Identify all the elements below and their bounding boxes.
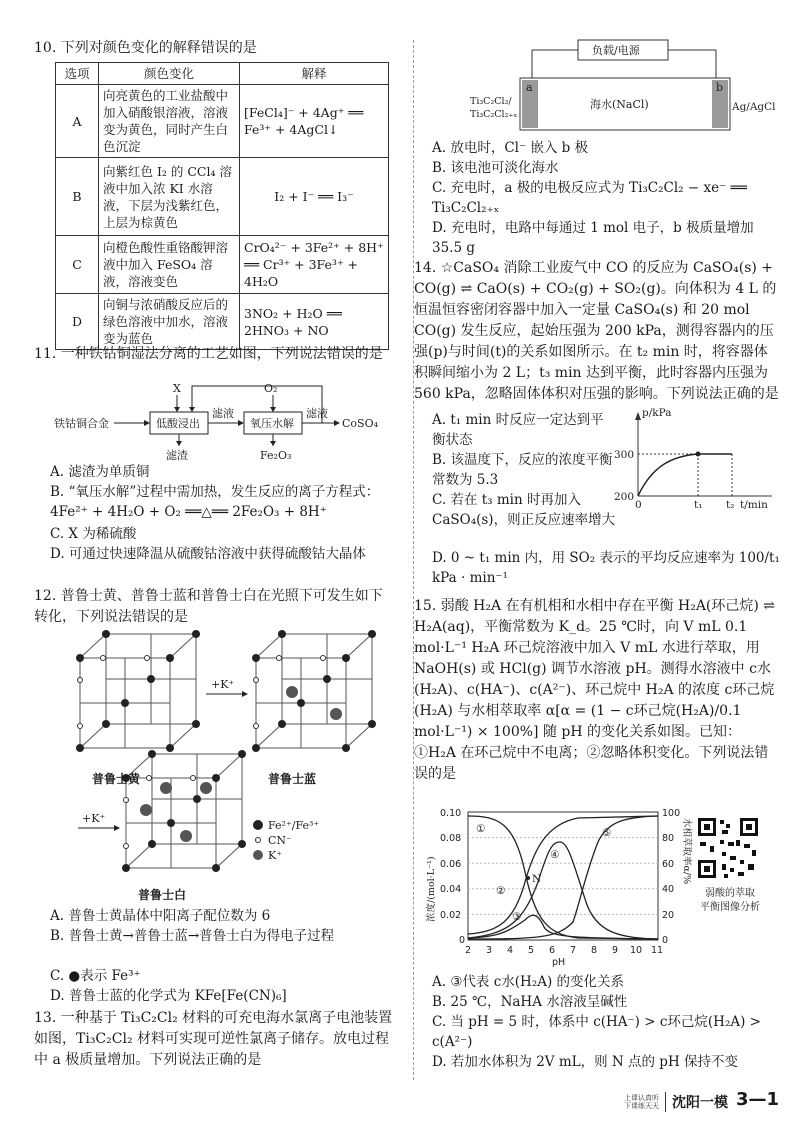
curve-1 xyxy=(468,816,658,939)
q10-row-c-opt: C xyxy=(56,236,99,294)
q15-ytick-4: 0.02 xyxy=(440,910,462,921)
q10-row-d-change: 向铜与浓硝酸反应后的绿色溶液中加水，溶液变为蓝色 xyxy=(99,294,240,350)
device-a-label: a xyxy=(526,81,533,94)
q15-y2label: 水相萃取率α/% xyxy=(681,818,692,885)
curve-label-4: ④ xyxy=(550,849,560,861)
q14-xtick-t1: t₁ xyxy=(694,499,703,511)
q12-legend-cn: CN⁻ xyxy=(268,834,292,847)
q11-option-c: C. X 为稀硫酸 xyxy=(50,526,137,542)
q12-label-blue: 普鲁士蓝 xyxy=(268,772,317,786)
curve-2 xyxy=(468,816,658,939)
q14-ytick-200: 200 xyxy=(614,491,635,503)
q10-row-a-explain: [FeCl₄]⁻ + 4Ag⁺ ══ Fe³⁺ + 4AgCl↓ xyxy=(240,85,389,158)
q13-option-a: A. 放电时，Cl⁻ 嵌入 b 极 xyxy=(432,140,589,156)
flow-end: CoSO₄ xyxy=(342,417,379,430)
flow-box1-label: 低酸浸出 xyxy=(156,417,200,430)
q12-arrow2: +K⁺ xyxy=(82,812,106,825)
qr-code-icon[interactable] xyxy=(696,816,760,880)
q13-option-d: D. 充电时，电路中每通过 1 mol 电子，b 极质量增加 35.5 g xyxy=(432,220,754,256)
q14-ylabel: p/kPa xyxy=(642,407,672,419)
q15-ylabel: 浓度/(mol·L⁻¹) xyxy=(426,856,437,922)
footer-separator xyxy=(665,1092,666,1112)
q10-table xyxy=(55,62,389,350)
qr-caption-2: 平衡图像分析 xyxy=(700,902,760,913)
footer-brand-line1: 上课认真听 xyxy=(624,1094,659,1102)
flow-filtrate1: 滤液 xyxy=(212,407,234,420)
flow-residue: 滤渣 xyxy=(166,449,188,462)
q15-xtick-3: 3 xyxy=(486,945,493,956)
q15-y2tick-0: 100 xyxy=(662,808,681,819)
q12-arrow1: +K⁺ xyxy=(211,678,235,691)
footer-brand-line2: 下课练天天 xyxy=(624,1102,659,1110)
q15-ph-chart xyxy=(428,802,690,974)
q14-xlabel: t/min xyxy=(740,499,768,511)
curve-label-N: N xyxy=(532,873,542,885)
q15-xlabel: pH xyxy=(552,957,566,968)
q10-header-opt: 选项 xyxy=(56,63,99,85)
q12-stem: 12. 普鲁士黄、普鲁士蓝和普鲁士白在光照下可发生如下转化，下列说法错误的是 xyxy=(34,588,383,625)
flow-box2-label: 氧压水解 xyxy=(250,417,294,430)
q14-xtick-t2: t₂ xyxy=(726,499,735,511)
q12-option-c: C. ●表示 Fe³⁺ xyxy=(50,968,141,984)
q14-option-c: C. 若在 t₃ min 时再加入 CaSO₄(s)，则正反应速率增大 xyxy=(432,492,616,528)
q15-ytick-1: 0.08 xyxy=(440,833,462,844)
point-N xyxy=(526,876,530,880)
q15-xtick-5: 5 xyxy=(528,945,535,956)
q14-ytick-300: 300 xyxy=(614,449,635,461)
q14-stem: 14. ☆CaSO₄ 消除工业废气中 CO 的反应为 CaSO₄(s) + CO(g) ⇌ CaO(s) + CO₂(g) + SO₂(g)。向体积为 4 L 的恒温恒容密闭容器中加入一定量 CaSO₄(s) 和 20 mol CO(g) 发生反应，起始压强为 200 kPa，测得容器内的压强(p)与时间(t)的关系如图所示。在 t₂ min 时，将容器体积瞬间缩小为 2 L；t₃ min 达到平衡，此时容器内压强为 560 kPa，忽略固体体积对压强的影响。下列说法正确的是 xyxy=(414,260,779,402)
q14-pressure-line xyxy=(638,454,732,496)
q15-option-c: C. 当 pH = 5 时，体系中 c(HA⁻) > c环己烷(H₂A) > c(A²⁻) xyxy=(432,1014,761,1050)
q15-option-d: D. 若加水体积为 2V mL，则 N 点的 pH 保持不变 xyxy=(432,1054,739,1070)
q15-ytick-2: 0.06 xyxy=(440,859,462,870)
flow-o2: O₂ xyxy=(264,382,278,395)
q15-y2tick-1: 80 xyxy=(662,833,675,844)
device-left2: Ti₃C₂Cl₂₊ₓ xyxy=(470,109,518,120)
q15-y2tick-3: 40 xyxy=(662,884,675,895)
q11-flow-diagram xyxy=(54,384,394,464)
q10-row-a-opt: A xyxy=(56,85,99,158)
q13-battery-diagram xyxy=(470,38,776,138)
q10-row-a-change: 向亮黄色的工业盐酸中加入硝酸银溶液，溶液变为黄色，同时产生白色沉淀 xyxy=(99,85,240,158)
column-divider xyxy=(413,40,414,1080)
q12-crystal-diagrams xyxy=(66,628,386,898)
device-left1: Ti₃C₂Cl₂/ xyxy=(470,96,512,107)
q15-xtick-8: 8 xyxy=(591,945,598,956)
q10-row-d-explain: 3NO₂ + H₂O ══ 2HNO₃ + NO xyxy=(240,294,389,350)
flow-x: X xyxy=(173,382,181,395)
curve-label-1: ① xyxy=(476,823,486,835)
q11-option-b: B. “氧压水解”过程中需加热，发生反应的离子方程式：4Fe²⁺ + 4H₂O + O₂ ══△══ 2Fe₂O₃ + 8H⁺ xyxy=(50,484,380,520)
q15-y2tick-2: 60 xyxy=(662,859,675,870)
qr-caption-1: 弱酸的萃取 xyxy=(705,888,755,899)
q13-option-c: C. 充电时，a 极的电极反应式为 Ti₃C₂Cl₂ − xe⁻ ══ Ti₃C₂Cl₂₊ₓ xyxy=(432,180,747,216)
flow-fe2o3: Fe₂O₃ xyxy=(260,449,292,462)
flow-filtrate2: 滤液 xyxy=(306,407,328,420)
q15-xtick-2: 2 xyxy=(465,945,472,956)
footer-title: 沈阳一模 xyxy=(672,1095,728,1111)
q13-option-b: B. 该电池可淡化海水 xyxy=(432,160,559,176)
curve-label-2: ② xyxy=(496,885,506,897)
q11-stem: 11. 一种铁钴铜湿法分离的工艺如图，下列说法错误的是 xyxy=(34,346,383,362)
device-top-label: 负载/电源 xyxy=(592,44,640,57)
q14-option-b: B. 该温度下，反应的浓度平衡常数为 5.3 xyxy=(432,452,613,488)
q12-label-yellow: 普鲁士黄 xyxy=(92,772,141,786)
q10-row-b-explain: I₂ + I⁻ ══ I₃⁻ xyxy=(240,158,389,236)
q15-xtick-10: 10 xyxy=(630,945,643,956)
device-b-label: b xyxy=(716,81,724,94)
q15-xtick-6: 6 xyxy=(549,945,556,956)
q12-option-b: B. 普鲁士黄→普鲁士蓝→普鲁士白为得电子过程 xyxy=(50,928,335,944)
curve-label-5: ⑤ xyxy=(602,827,612,839)
q14-xtick-0: 0 xyxy=(635,499,642,511)
q14-option-a: A. t₁ min 时反应一定达到平衡状态 xyxy=(432,412,604,448)
q10-row-d-opt: D xyxy=(56,294,99,350)
curve-label-3: ③ xyxy=(512,911,522,923)
q14-t1-point xyxy=(696,452,701,457)
q10-header-change: 颜色变化 xyxy=(99,63,240,85)
q14-option-d: D. 0 ~ t₁ min 内，用 SO₂ 表示的平均反应速率为 100/t₁ kPa · min⁻¹ xyxy=(432,550,780,586)
q11-option-d: D. 可通过快速降温从硫酸钴溶液中获得硫酸钴大晶体 xyxy=(50,546,366,562)
q15-xtick-4: 4 xyxy=(507,945,514,956)
q12-legend-k: K⁺ xyxy=(268,849,283,862)
q12-label-white: 普鲁士白 xyxy=(138,888,187,902)
q10-row-b-opt: B xyxy=(56,158,99,236)
curve-5 xyxy=(468,816,658,934)
q10-row-c-change: 向橙色酸性重铬酸钾溶液中加入 FeSO₄ 溶液，溶液变色 xyxy=(99,236,240,294)
q15-y2tick-5: 0 xyxy=(662,935,669,946)
q10-header-explain: 解释 xyxy=(240,63,389,85)
footer-brand xyxy=(624,1094,659,1110)
q15-option-a: A. ③代表 c水(H₂A) 的变化关系 xyxy=(432,974,625,990)
footer-page-number: 3—1 xyxy=(736,1089,780,1110)
q15-xtick-9: 9 xyxy=(612,945,619,956)
device-middle-label: 海水(NaCl) xyxy=(590,98,649,111)
flow-start: 铁钴铜合金 xyxy=(54,417,109,430)
q15-ytick-5: 0 xyxy=(459,935,466,946)
q14-pressure-chart xyxy=(612,406,782,518)
q12-option-d: D. 普鲁士蓝的化学式为 KFe[Fe(CN)₆] xyxy=(50,988,287,1004)
q12-option-a: A. 普鲁士黄晶体中阳离子配位数为 6 xyxy=(50,908,271,924)
q15-ytick-3: 0.04 xyxy=(440,884,462,895)
q15-xtick-7: 7 xyxy=(570,945,577,956)
q10-row-b-change: 向紫红色 I₂ 的 CCl₄ 溶液中加入浓 KI 水溶液，下层为浅紫红色，上层为棕黄色 xyxy=(99,158,240,236)
q15-y2tick-4: 20 xyxy=(662,910,675,921)
device-right: Ag/AgCl xyxy=(732,101,776,113)
q10-row-c-explain: CrO₄²⁻ + 3Fe²⁺ + 8H⁺ ══ Cr³⁺ + 3Fe³⁺ + 4H₂O xyxy=(240,236,389,294)
q15-xtick-11: 11 xyxy=(651,945,664,956)
q11-option-a: A. 滤渣为单质铜 xyxy=(50,464,150,480)
q13-stem: 13. 一种基于 Ti₃C₂Cl₂ 材料的可充电海水氯离子电池装置如图，Ti₃C₂Cl₂ 材料可实现可逆性氯离子储存。放电过程中 a 极质量增加。下列说法正确的是 xyxy=(34,1010,393,1068)
q15-option-b: B. 25 ℃，NaHA 水溶液呈碱性 xyxy=(432,994,628,1010)
q10-stem: 10. 下列对颜色变化的解释错误的是 xyxy=(34,40,257,56)
q15-stem: 15. 弱酸 H₂A 在有机相和水相中存在平衡 H₂A(环己烷) ⇌ H₂A(aq)，平衡常数为 K_d。25 ℃时，向 V mL 0.1 mol·L⁻¹ H₂A 环己烷溶液中加入 V mL 水进行萃取，用 NaOH(s) 或 HCl(g) 调节水溶液 pH。测得水溶液中 c水(H₂A)、c(HA⁻)、c(A²⁻)、环己烷中 H₂A 的浓度 c环己烷(H₂A) 与水相萃取率 α[α = (1 − c环己烷(H₂A)/0.1 mol·L⁻¹) × 100%] 随 pH 的变化关系如图。已知：①H₂A 在环己烷中不电离；②忽略体积变化。下列说法错误的是 xyxy=(414,598,776,782)
q15-ytick-0: 0.10 xyxy=(440,808,462,819)
q12-legend-fe: Fe²⁺/Fe³⁺ xyxy=(268,819,320,832)
